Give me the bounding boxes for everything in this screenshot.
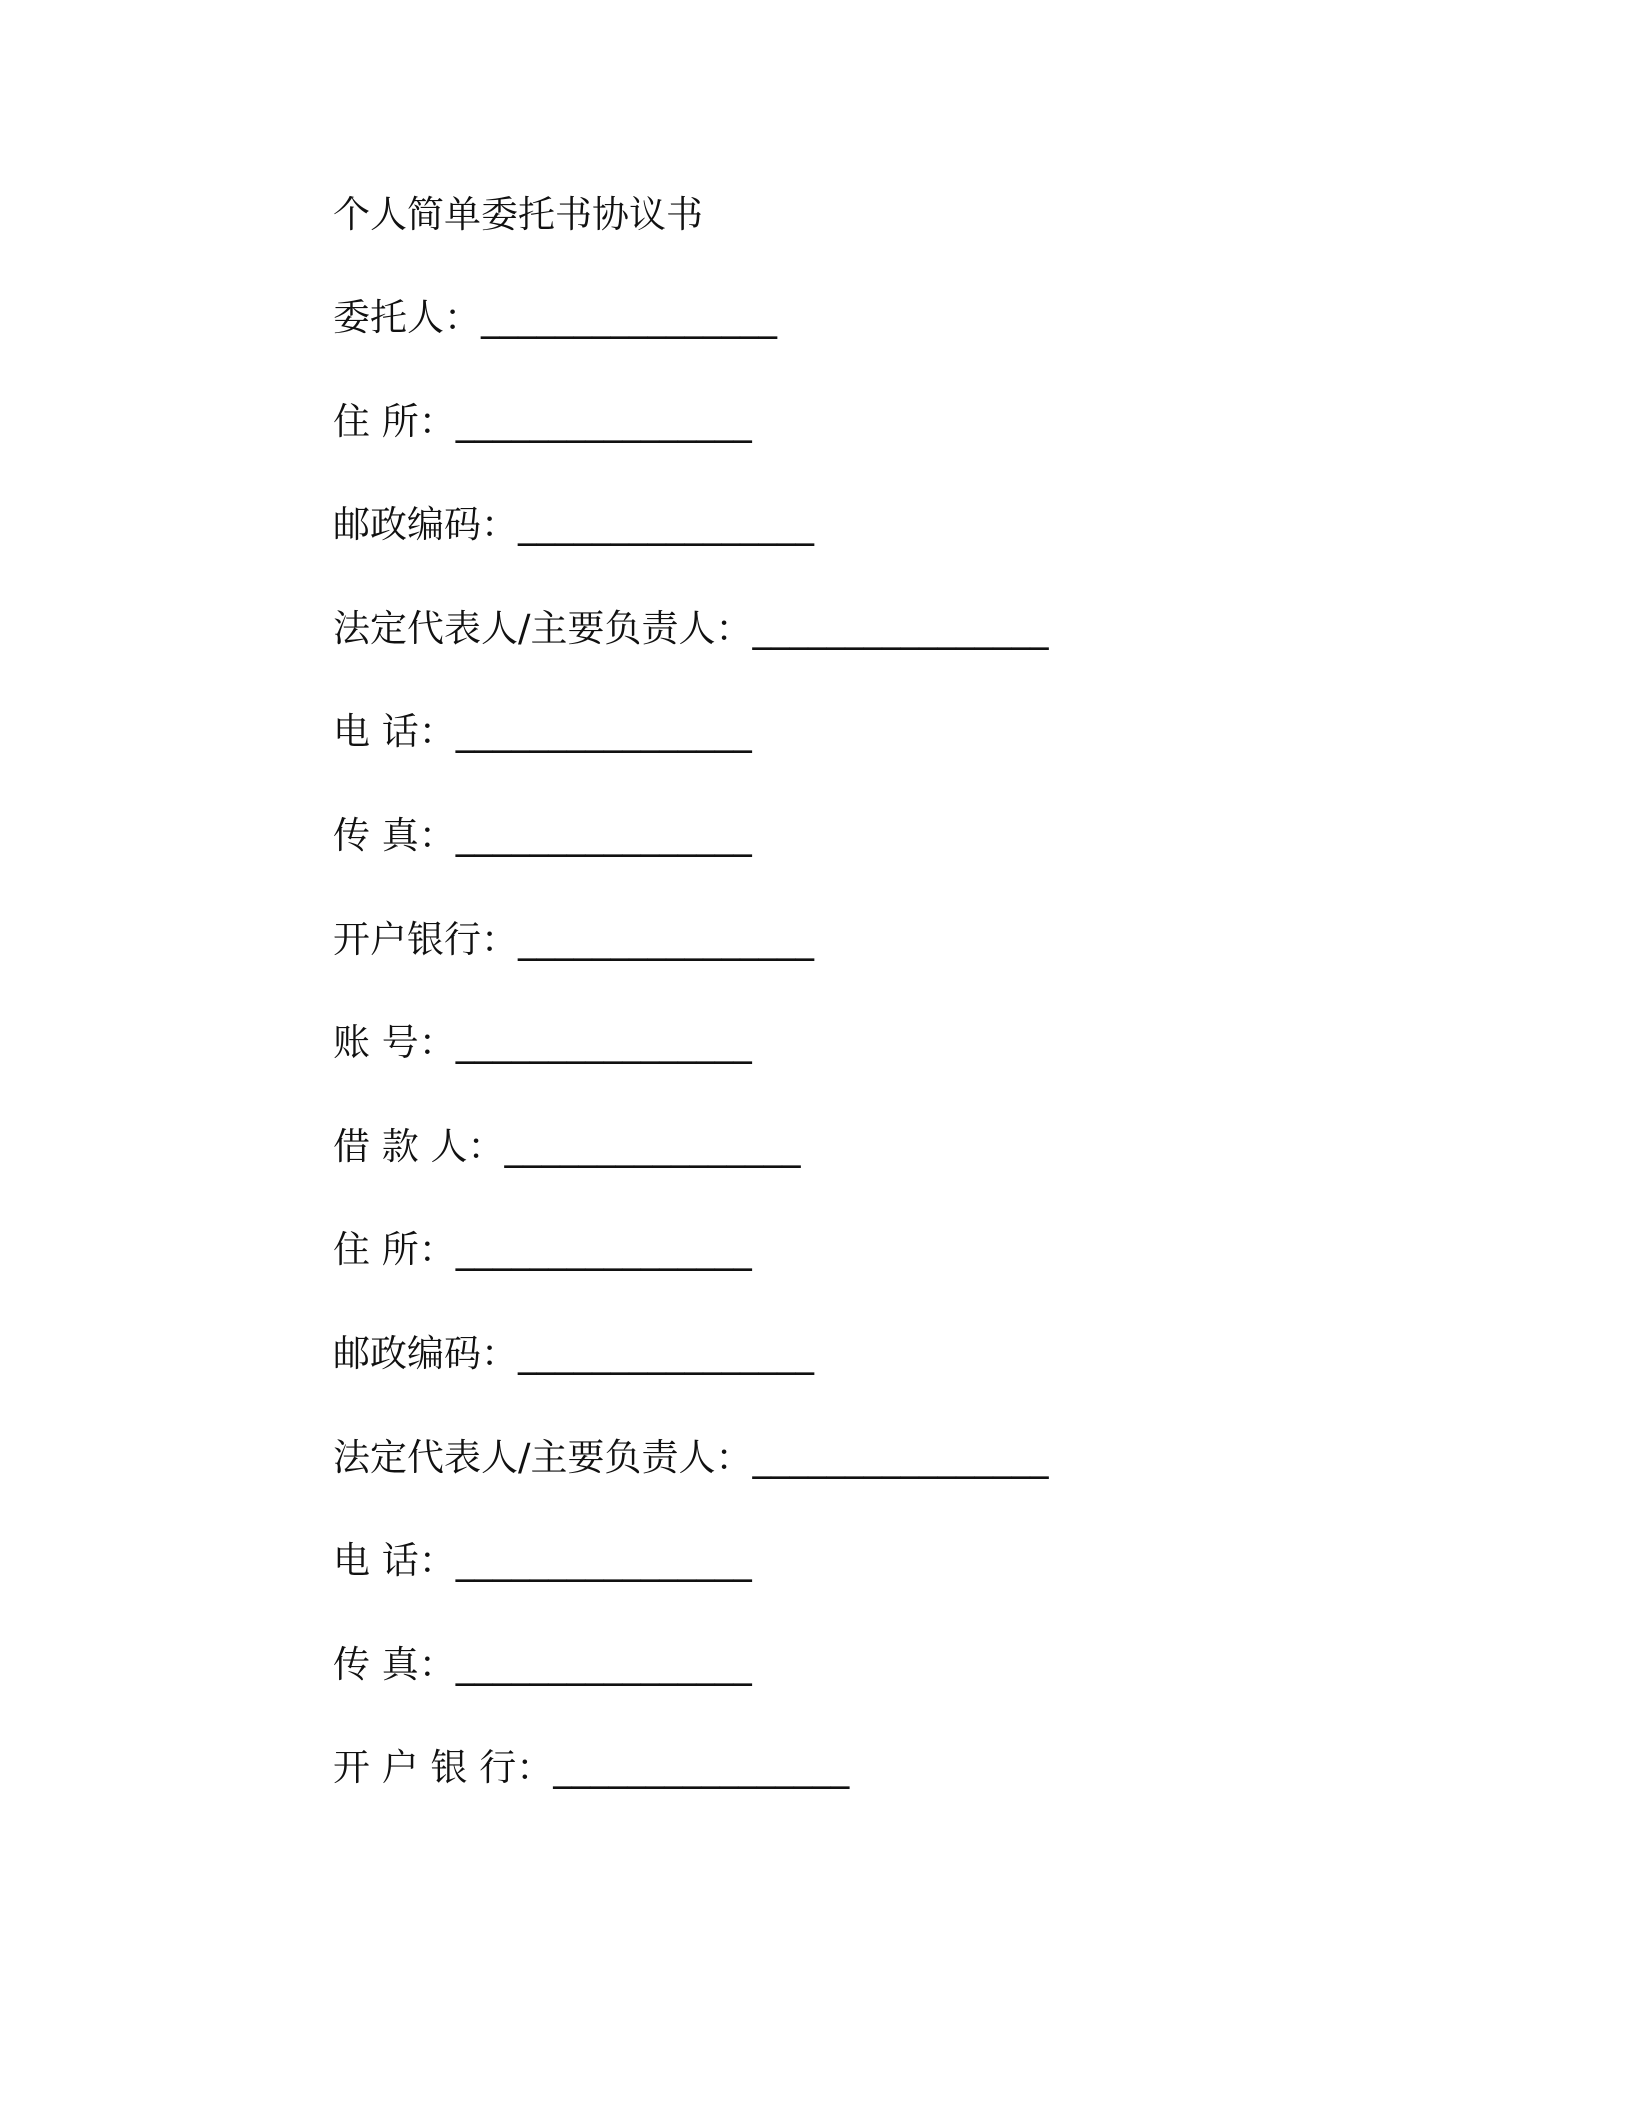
field-label: 法定代表人/主要负责人： [333, 606, 753, 650]
form-line-fax [333, 811, 1333, 861]
fill-in-blank: ________________ [455, 1021, 752, 1065]
form-line-address [333, 1225, 1333, 1275]
field-label: 借 款 人： [333, 1124, 505, 1168]
fill-in-blank: ________________ [752, 1435, 1049, 1479]
field-label: 法定代表人/主要负责人： [333, 1435, 753, 1479]
fill-in-blank: ________________ [504, 1124, 801, 1168]
fill-in-blank: ________________ [455, 1642, 752, 1686]
fill-in-blank: ________________ [455, 1228, 752, 1272]
fill-in-blank: ________________ [752, 606, 1049, 650]
document-body [333, 190, 1333, 1847]
form-line-account [333, 1018, 1333, 1068]
form-line-fax [333, 1640, 1333, 1690]
field-label: 住 所： [333, 399, 456, 443]
form-line-bank [333, 915, 1333, 965]
form-line-postal-code [333, 500, 1333, 550]
fill-in-blank: ________________ [518, 503, 814, 547]
form-line-bank [333, 1743, 1333, 1793]
form-line-postal-code [333, 1329, 1333, 1379]
form-line-phone [333, 1536, 1333, 1586]
field-label: 账 号： [333, 1021, 456, 1065]
fill-in-blank: ________________ [518, 1331, 814, 1375]
field-label: 邮政编码： [333, 1331, 518, 1375]
fill-in-blank: ________________ [553, 1746, 850, 1790]
fill-in-blank: ________________ [518, 917, 814, 961]
form-line-principal [333, 293, 1333, 343]
field-label: 邮政编码： [333, 503, 518, 547]
form-line-borrower [333, 1122, 1333, 1172]
field-label: 开户银行： [333, 917, 518, 961]
fill-in-blank: ________________ [481, 296, 777, 339]
field-label: 电 话： [333, 1539, 456, 1583]
field-label: 传 真： [333, 813, 456, 857]
document-title: 个人简单委托书协议书 [333, 193, 703, 236]
fill-in-blank: ________________ [455, 1539, 752, 1583]
fill-in-blank: ________________ [455, 399, 752, 443]
form-line-legal-representative [333, 1433, 1333, 1483]
fill-in-blank: ________________ [455, 813, 752, 857]
form-line-legal-representative [333, 604, 1333, 654]
field-label: 住 所： [333, 1228, 456, 1272]
form-line-address [333, 397, 1333, 447]
field-label: 传 真： [333, 1642, 456, 1686]
field-label: 委托人： [333, 296, 481, 339]
field-label: 开 户 银 行： [333, 1746, 554, 1790]
fill-in-blank: ________________ [455, 710, 752, 754]
form-line-phone [333, 707, 1333, 757]
field-label: 电 话： [333, 710, 456, 754]
